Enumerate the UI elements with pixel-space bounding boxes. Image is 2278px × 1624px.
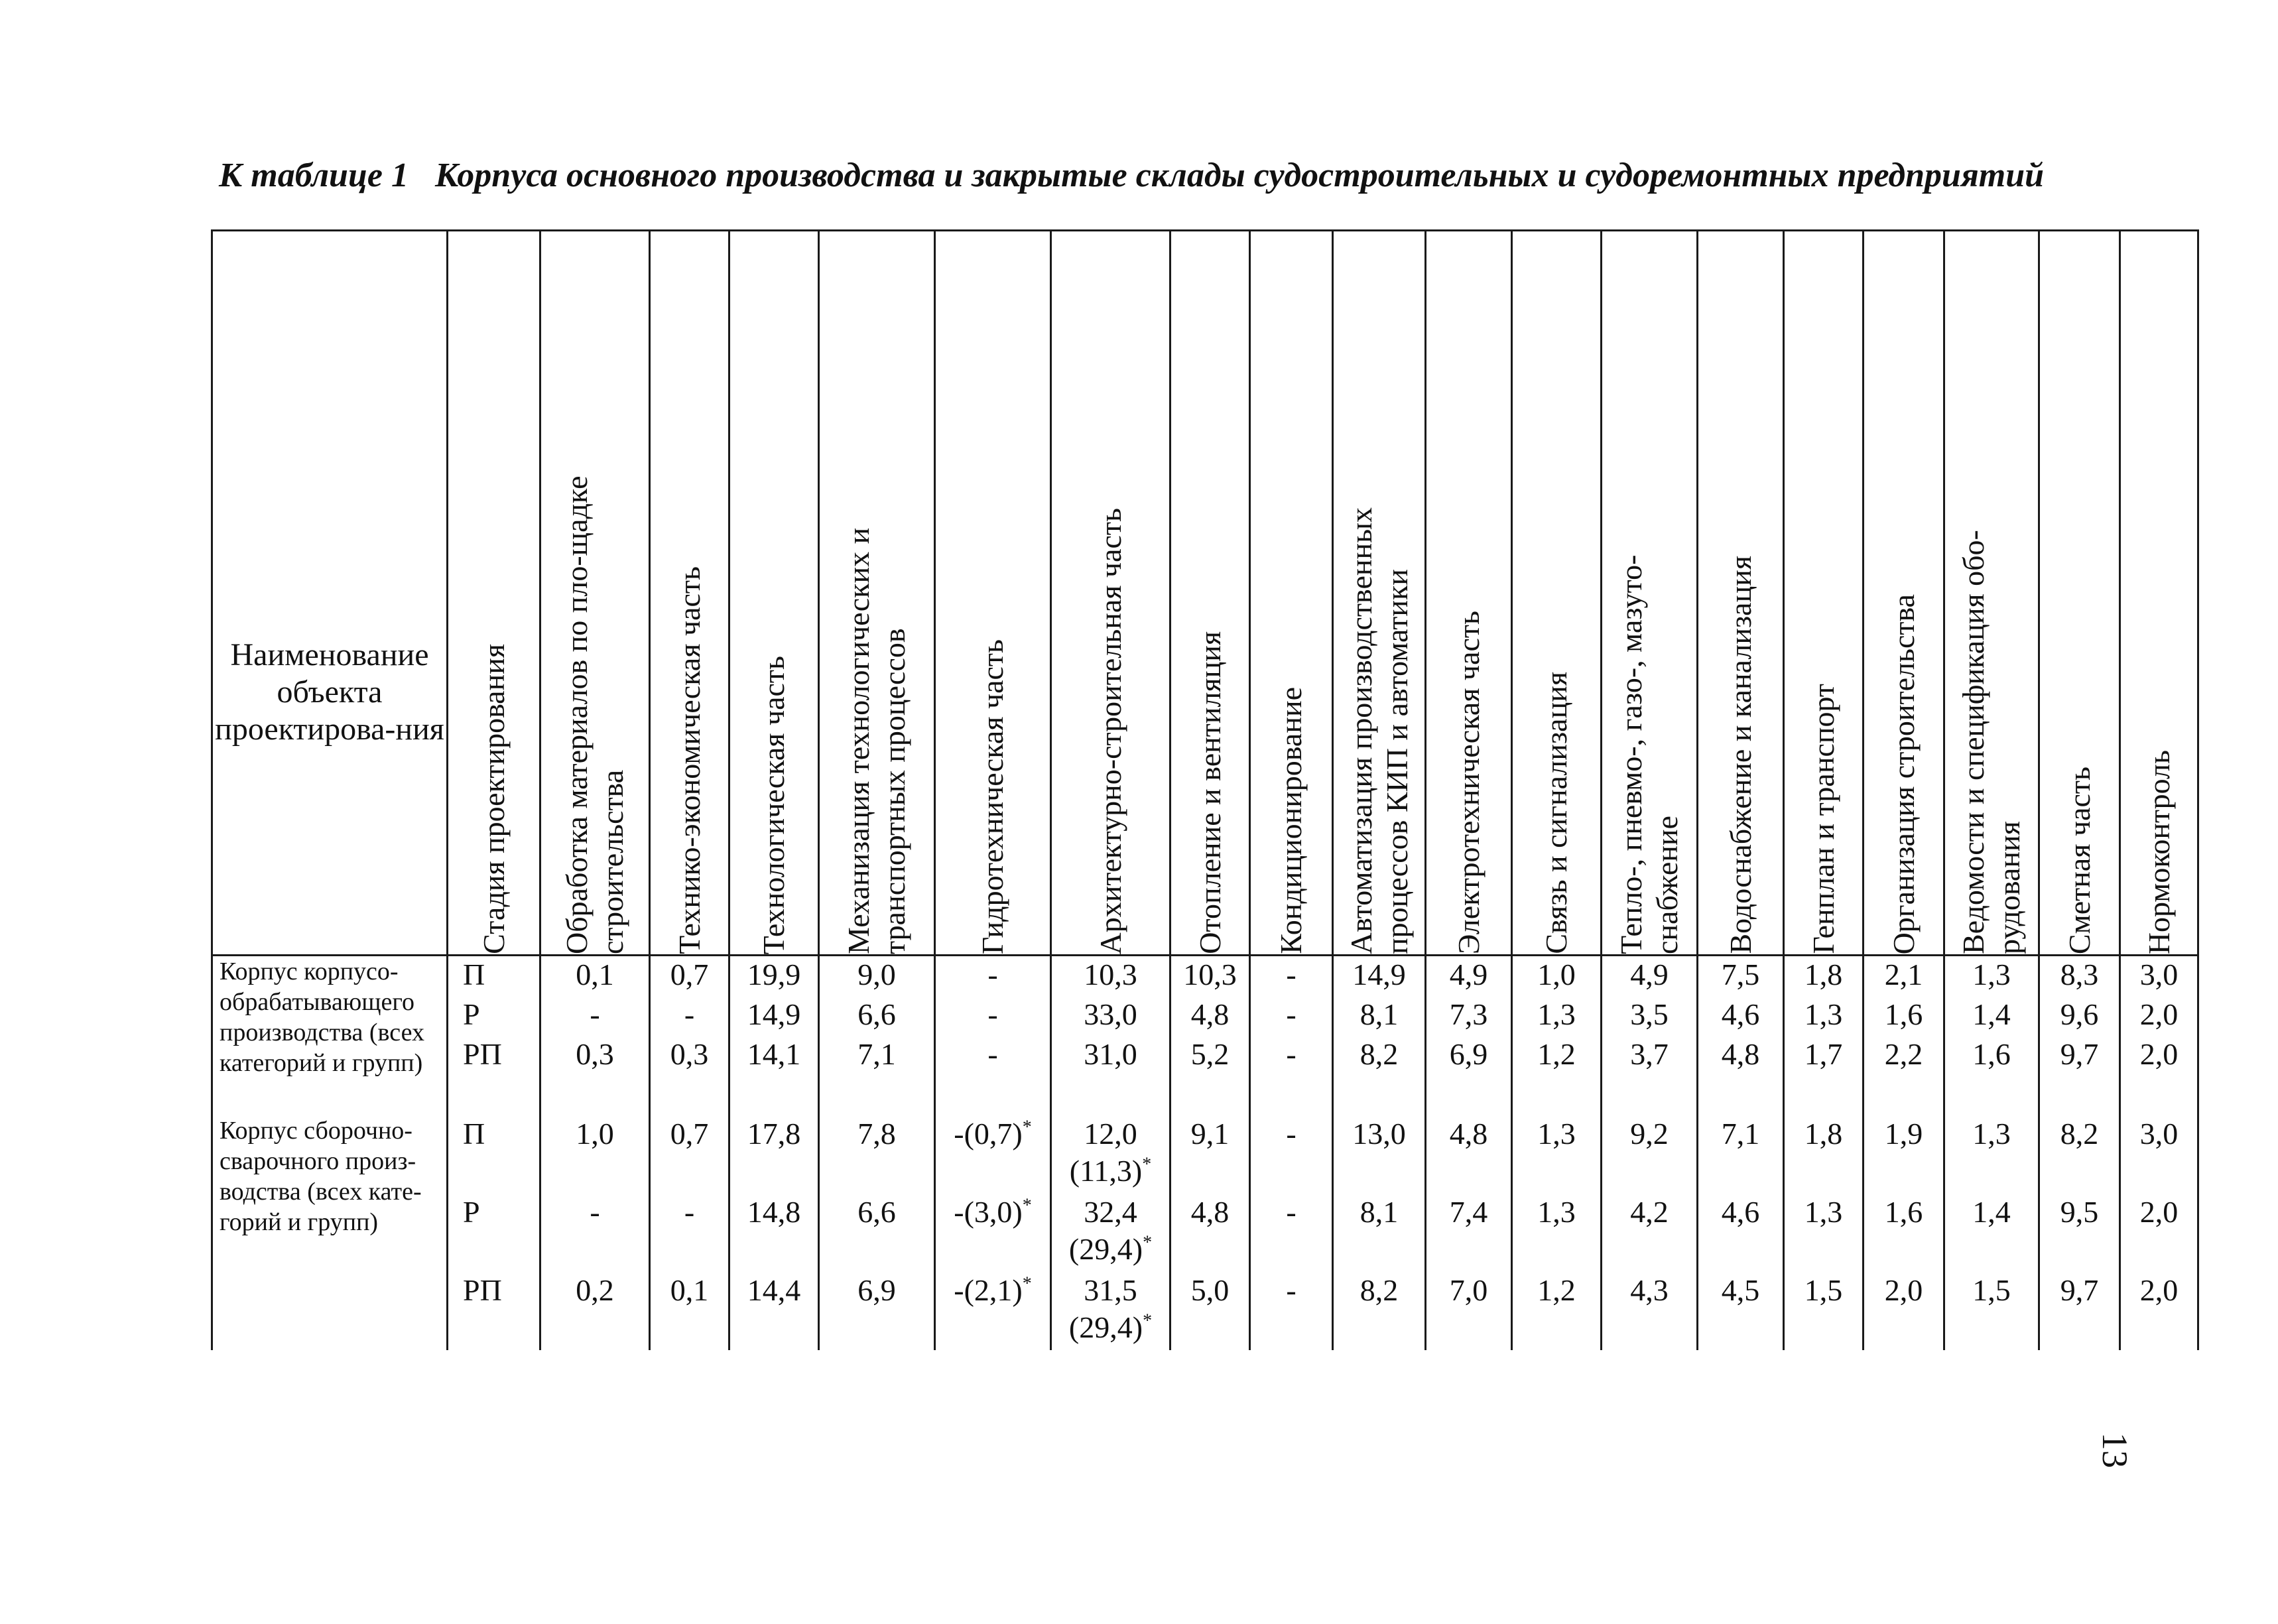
value-cell: 7,1 — [1698, 1115, 1784, 1194]
value-cell: 4,5 — [1698, 1272, 1784, 1350]
table-row — [212, 996, 2198, 1036]
spacer-cell — [1864, 1076, 1944, 1115]
header-object-name: Наименование объекта проектирова-ния — [212, 231, 448, 956]
value-cell: 3,0 — [2120, 1115, 2198, 1194]
stage-cell: РП — [448, 1272, 540, 1350]
value-cell: 2,1 — [1864, 956, 1944, 997]
value-cell: 1,5 — [1944, 1272, 2039, 1350]
value-cell: 6,6 — [819, 1194, 935, 1272]
value-cell: - — [540, 996, 650, 1036]
table-row — [212, 1115, 2198, 1194]
value-cell: 1,3 — [1512, 1115, 1602, 1194]
value-cell: 4,2 — [1602, 1194, 1698, 1272]
spacer-cell — [935, 1076, 1051, 1115]
value-cell: 0,1 — [540, 956, 650, 997]
value-cell: 9,7 — [2039, 1036, 2120, 1076]
header-col-4: Механизация технологических и транспортных процессов — [819, 231, 935, 956]
value-cell: 33,0 — [1051, 996, 1171, 1036]
value-cell: 1,7 — [1784, 1036, 1864, 1076]
value-cell: 2,0 — [2120, 1194, 2198, 1272]
value-cell: 1,8 — [1784, 956, 1864, 997]
value-cell: 9,0 — [819, 956, 935, 997]
header-col-16: Ведомости и спецификация обо-рудования — [1944, 231, 2039, 956]
value-cell: 8,2 — [2039, 1115, 2120, 1194]
value-cell: 7,3 — [1426, 996, 1512, 1036]
value-cell: 4,3 — [1602, 1272, 1698, 1350]
table-row — [212, 1194, 2198, 1272]
header-col-5: Гидротехническая часть — [935, 231, 1051, 956]
value-cell: 0,2 — [540, 1272, 650, 1350]
value-cell: 4,8 — [1171, 1194, 1250, 1272]
value-cell: 1,2 — [1512, 1272, 1602, 1350]
header-col-13: Водоснабжение и канализация — [1698, 231, 1784, 956]
value-cell: 0,1 — [650, 1272, 729, 1350]
value-cell: 7,0 — [1426, 1272, 1512, 1350]
value-cell: 31,0 — [1051, 1036, 1171, 1076]
value-cell: 6,9 — [1426, 1036, 1512, 1076]
header-col-18: Нормоконтроль — [2120, 231, 2198, 956]
value-cell: 9,1 — [1171, 1115, 1250, 1194]
value-cell: 0,3 — [650, 1036, 729, 1076]
value-cell: 8,3 — [2039, 956, 2120, 997]
spacer-cell — [650, 1076, 729, 1115]
value-cell: 0,3 — [540, 1036, 650, 1076]
value-cell: 1,6 — [1864, 1194, 1944, 1272]
stage-cell: П — [448, 1115, 540, 1194]
spacer-cell — [1602, 1076, 1698, 1115]
value-cell: - — [650, 1194, 729, 1272]
group-spacer — [212, 1076, 2198, 1115]
value-cell: -(0,7)* — [935, 1115, 1051, 1194]
value-cell: - — [1250, 996, 1333, 1036]
header-col-9: Автоматизация производственных процессов КИП и автоматики — [1333, 231, 1426, 956]
value-cell: 6,6 — [819, 996, 935, 1036]
value-cell: 10,3 — [1171, 956, 1250, 997]
header-col-15: Организация строительства — [1864, 231, 1944, 956]
value-cell: 4,6 — [1698, 996, 1784, 1036]
spacer-cell — [1698, 1076, 1784, 1115]
value-cell: 1,9 — [1864, 1115, 1944, 1194]
value-cell: 1,3 — [1944, 1115, 2039, 1194]
value-cell: 1,0 — [540, 1115, 650, 1194]
header-col-17: Сметная часть — [2039, 231, 2120, 956]
value-cell: 8,1 — [1333, 996, 1426, 1036]
value-cell: 1,3 — [1784, 996, 1864, 1036]
spacer-cell — [448, 1076, 540, 1115]
header-row — [212, 231, 2198, 956]
value-cell: -(2,1)* — [935, 1272, 1051, 1350]
value-cell: 14,8 — [729, 1194, 819, 1272]
value-cell: 14,1 — [729, 1036, 819, 1076]
spacer-cell — [1512, 1076, 1602, 1115]
value-cell: 4,9 — [1602, 956, 1698, 997]
value-cell: 17,8 — [729, 1115, 819, 1194]
table-caption — [219, 156, 2222, 195]
value-cell: - — [650, 996, 729, 1036]
value-cell: 7,5 — [1698, 956, 1784, 997]
value-cell: 2,0 — [2120, 1272, 2198, 1350]
value-cell: 1,6 — [1864, 996, 1944, 1036]
value-cell: 4,8 — [1171, 996, 1250, 1036]
header-col-0: Стадия проектирования — [448, 231, 540, 956]
value-cell: 2,0 — [2120, 1036, 2198, 1076]
header-col-11: Связь и сигнализация — [1512, 231, 1602, 956]
spacer-cell — [2039, 1076, 2120, 1115]
value-cell: 0,7 — [650, 956, 729, 997]
value-cell: - — [540, 1194, 650, 1272]
stage-cell: Р — [448, 996, 540, 1036]
value-cell: 7,1 — [819, 1036, 935, 1076]
data-table — [211, 229, 2199, 1350]
spacer-cell — [1250, 1076, 1333, 1115]
value-cell: 9,5 — [2039, 1194, 2120, 1272]
value-cell: 32,4 (29,4)* — [1051, 1194, 1171, 1272]
header-col-14: Генплан и транспорт — [1784, 231, 1864, 956]
header-col-3: Технологическая часть — [729, 231, 819, 956]
value-cell: 14,9 — [729, 996, 819, 1036]
value-cell: 1,4 — [1944, 996, 2039, 1036]
value-cell: 1,2 — [1512, 1036, 1602, 1076]
header-col-6: Архитектурно-строительная часть — [1051, 231, 1171, 956]
value-cell: 7,4 — [1426, 1194, 1512, 1272]
caption-label: К таблице 1 — [219, 156, 409, 194]
header-col-1: Обработка материалов по пло-щадке строительства — [540, 231, 650, 956]
value-cell: 5,2 — [1171, 1036, 1250, 1076]
value-cell: 8,1 — [1333, 1194, 1426, 1272]
stage-cell: П — [448, 956, 540, 997]
value-cell: 4,6 — [1698, 1194, 1784, 1272]
stage-cell: Р — [448, 1194, 540, 1272]
value-cell: 2,0 — [2120, 996, 2198, 1036]
table-row — [212, 1036, 2198, 1076]
value-cell: 1,3 — [1784, 1194, 1864, 1272]
value-cell: 14,9 — [1333, 956, 1426, 997]
spacer-cell — [540, 1076, 650, 1115]
value-cell: 3,0 — [2120, 956, 2198, 997]
value-cell: 9,7 — [2039, 1272, 2120, 1350]
value-cell: 5,0 — [1171, 1272, 1250, 1350]
value-cell: - — [1250, 1036, 1333, 1076]
caption-title: Корпуса основного производства и закрытые склады судостроительных и судоремонтных предприятий — [434, 156, 2045, 194]
value-cell: - — [1250, 1194, 1333, 1272]
value-cell: 1,3 — [1512, 996, 1602, 1036]
spacer-cell — [2120, 1076, 2198, 1115]
value-cell: 31,5 (29,4)* — [1051, 1272, 1171, 1350]
value-cell: 1,8 — [1784, 1115, 1864, 1194]
value-cell: 2,2 — [1864, 1036, 1944, 1076]
value-cell: 3,7 — [1602, 1036, 1698, 1076]
value-cell: 9,6 — [2039, 996, 2120, 1036]
value-cell: 8,2 — [1333, 1036, 1426, 1076]
value-cell: 6,9 — [819, 1272, 935, 1350]
table-body — [212, 956, 2198, 1351]
value-cell: 1,0 — [1512, 956, 1602, 997]
value-cell: 14,4 — [729, 1272, 819, 1350]
value-cell: - — [935, 996, 1051, 1036]
value-cell: 1,3 — [1944, 956, 2039, 997]
value-cell: - — [1250, 956, 1333, 997]
header-col-8: Кондиционирование — [1250, 231, 1333, 956]
value-cell: 19,9 — [729, 956, 819, 997]
object-name-cell: Корпус сборочно-сварочного произ-водства (всех кате-горий и групп) — [212, 1115, 448, 1350]
page-number: 13 — [2095, 1432, 2135, 1468]
header-col-10: Электротехническая часть — [1426, 231, 1512, 956]
object-name-cell: Корпус корпусо-обрабатывающего производства (всех категорий и групп) — [212, 956, 448, 1116]
value-cell: 4,8 — [1698, 1036, 1784, 1076]
value-cell: 4,9 — [1426, 956, 1512, 997]
value-cell: 1,4 — [1944, 1194, 2039, 1272]
value-cell: 13,0 — [1333, 1115, 1426, 1194]
spacer-cell — [1784, 1076, 1864, 1115]
value-cell: 0,7 — [650, 1115, 729, 1194]
spacer-cell — [1944, 1076, 2039, 1115]
value-cell: 9,2 — [1602, 1115, 1698, 1194]
header-col-7: Отопление и вентиляция — [1171, 231, 1250, 956]
header-col-2: Технико-экономическая часть — [650, 231, 729, 956]
value-cell: - — [1250, 1115, 1333, 1194]
value-cell: 7,8 — [819, 1115, 935, 1194]
value-cell: 1,6 — [1944, 1036, 2039, 1076]
spacer-cell — [1051, 1076, 1171, 1115]
value-cell: 4,8 — [1426, 1115, 1512, 1194]
spacer-cell — [1333, 1076, 1426, 1115]
value-cell: 2,0 — [1864, 1272, 1944, 1350]
stage-cell: РП — [448, 1036, 540, 1076]
table-row — [212, 956, 2198, 997]
value-cell: 1,5 — [1784, 1272, 1864, 1350]
value-cell: 12,0 (11,3)* — [1051, 1115, 1171, 1194]
value-cell: -(3,0)* — [935, 1194, 1051, 1272]
spacer-cell — [729, 1076, 819, 1115]
value-cell: - — [1250, 1272, 1333, 1350]
value-cell: - — [935, 1036, 1051, 1076]
spacer-cell — [1171, 1076, 1250, 1115]
table-row — [212, 1272, 2198, 1350]
spacer-cell — [819, 1076, 935, 1115]
value-cell: 1,3 — [1512, 1194, 1602, 1272]
header-col-12: Тепло-, пневмо-, газо-, мазуто-снабжение — [1602, 231, 1698, 956]
value-cell: 10,3 — [1051, 956, 1171, 997]
value-cell: - — [935, 956, 1051, 997]
value-cell: 3,5 — [1602, 996, 1698, 1036]
value-cell: 8,2 — [1333, 1272, 1426, 1350]
spacer-cell — [1426, 1076, 1512, 1115]
